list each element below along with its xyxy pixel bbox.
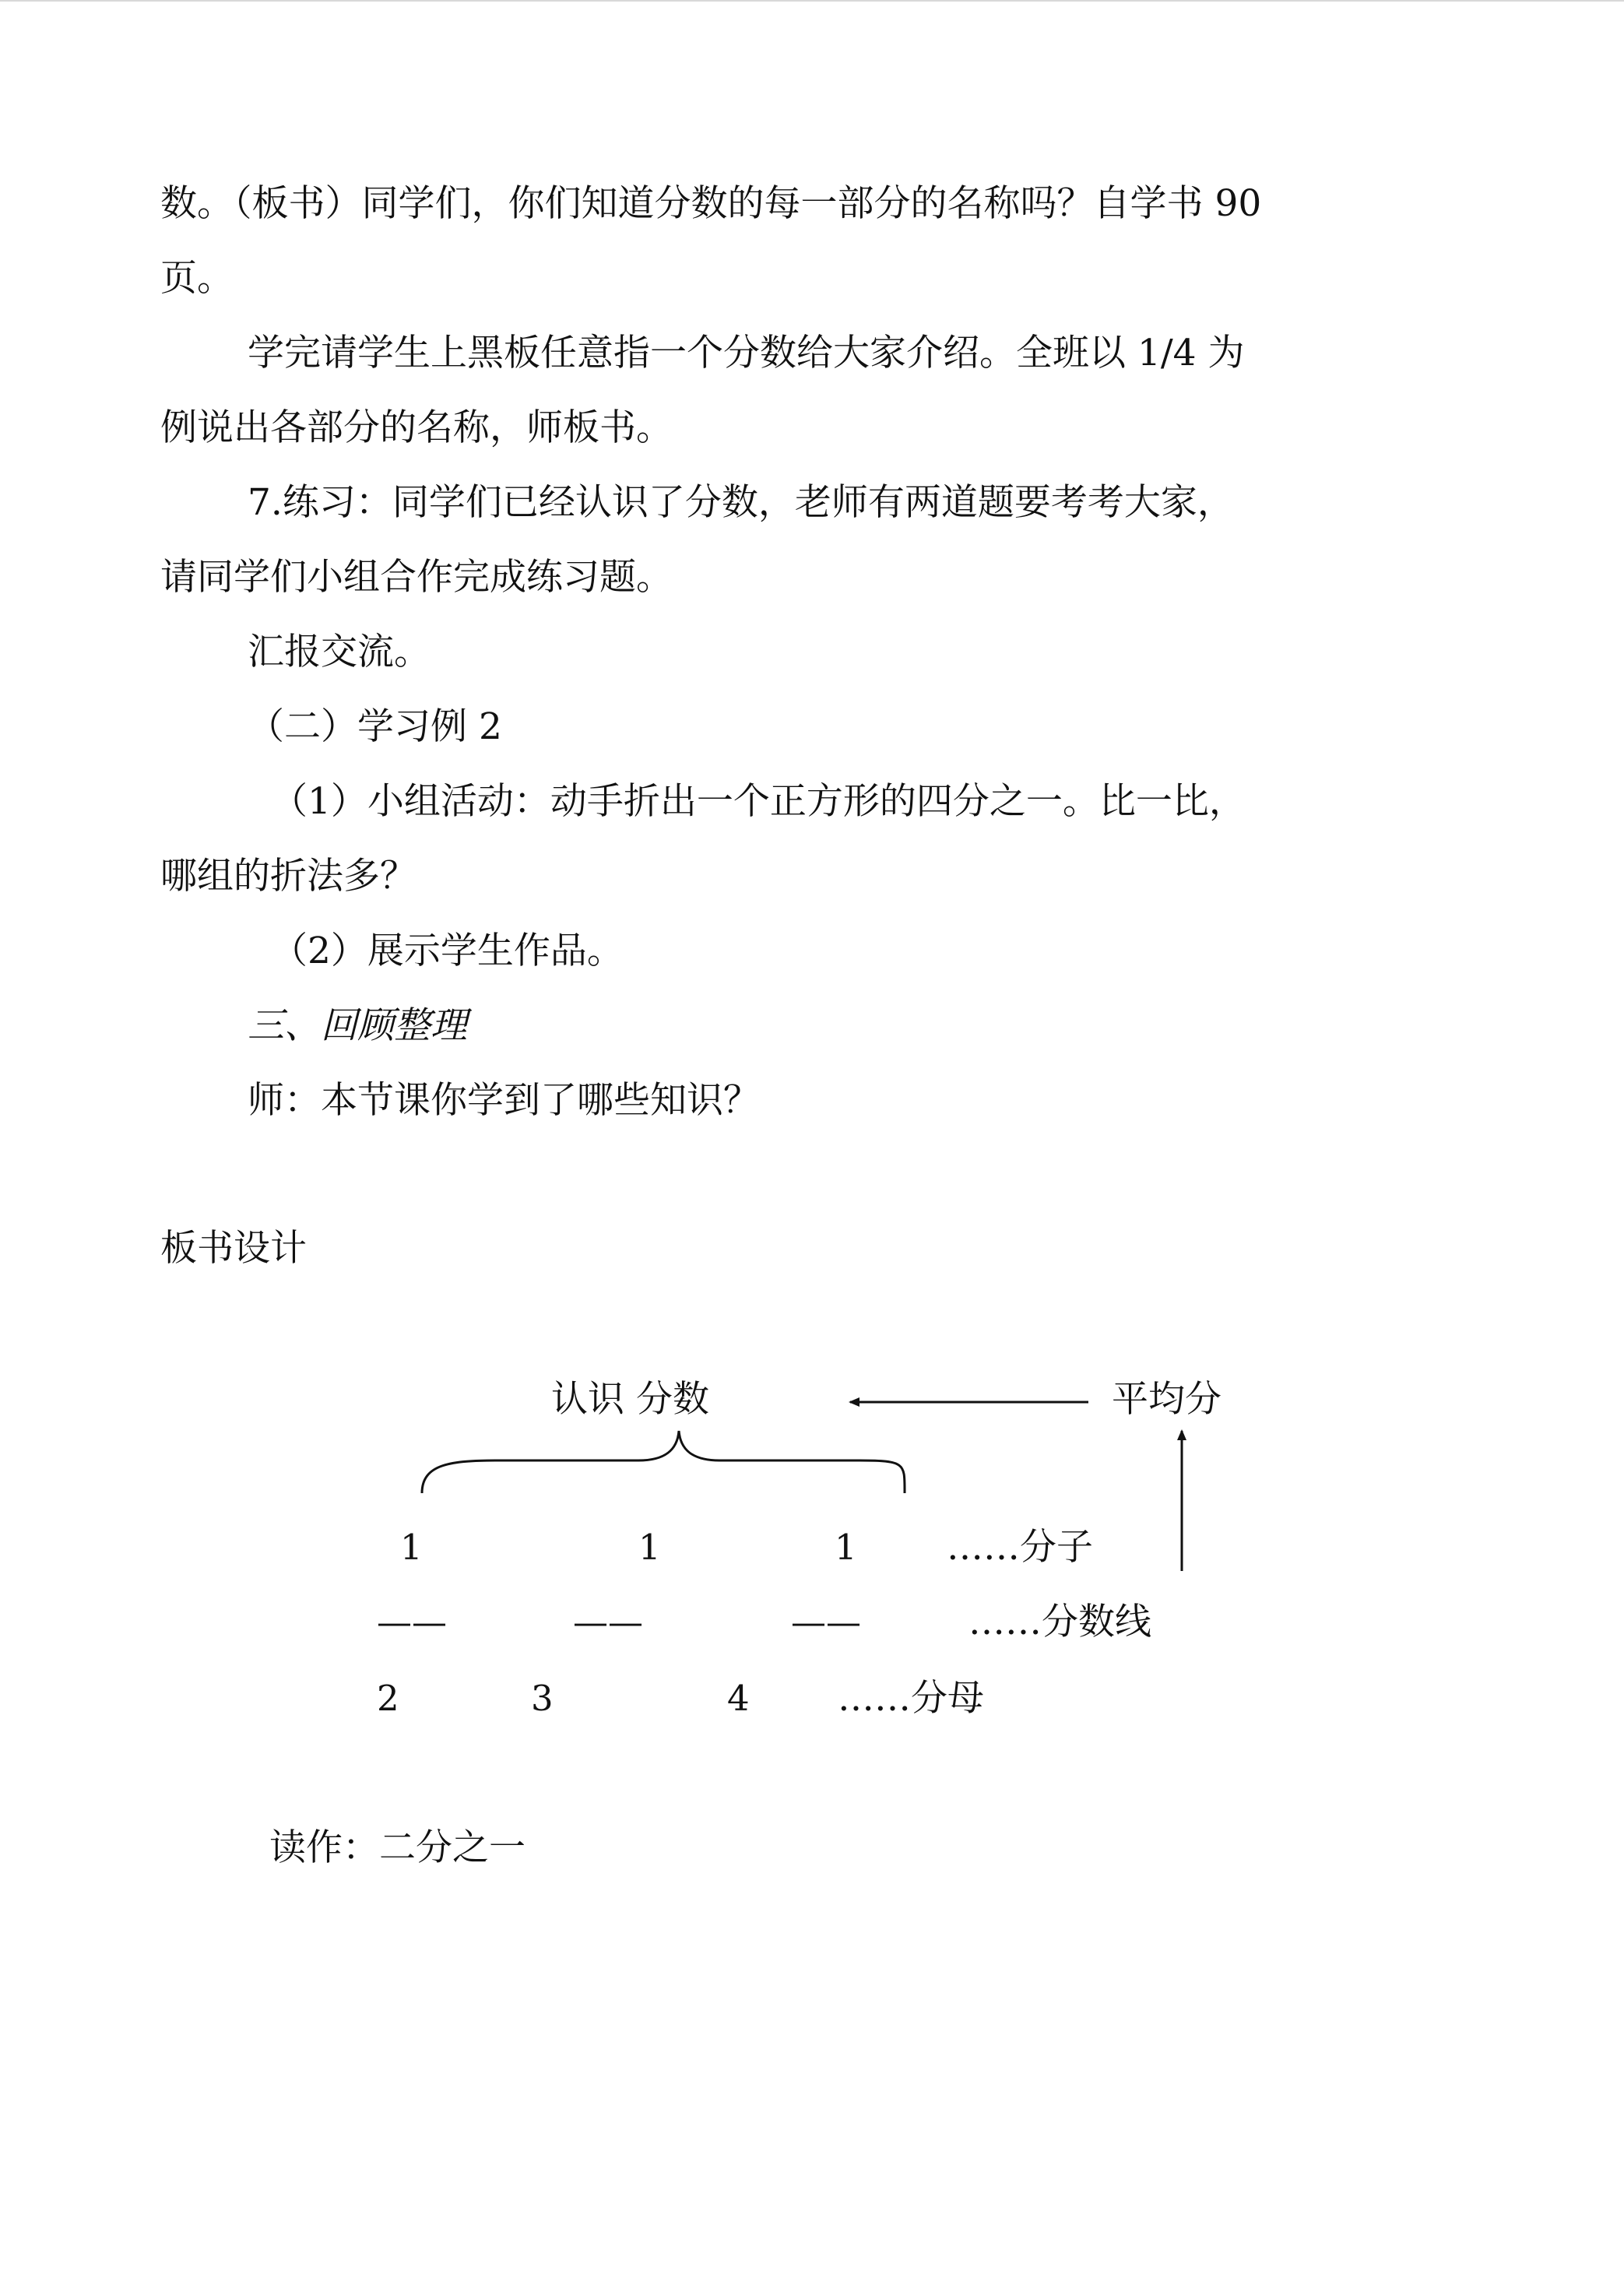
numerator: 1 (638, 1527, 661, 1568)
paragraph-line: （1）小组活动：动手折出一个正方形的四分之一。比一比， (271, 780, 1246, 823)
denominator: 3 (531, 1678, 554, 1719)
fraction-bar: —— (791, 1601, 861, 1643)
paragraph-line: 7.练习：同学们已经认识了分数，老师有两道题要考考大家， (248, 481, 1234, 524)
numerator: 1 (400, 1527, 423, 1568)
paragraph-line: 例说出各部分的名称，师板书。 (160, 406, 673, 449)
reading-line: 读作：二分之一 (269, 1826, 526, 1869)
brace (422, 1431, 905, 1493)
denominator: 4 (727, 1678, 750, 1719)
fraction-bar: —— (377, 1601, 447, 1643)
section-heading: 三、回顾整理 (248, 1004, 467, 1047)
denominator-label: ……分母 (838, 1677, 984, 1720)
paragraph-line: 师：本节课你学到了哪些知识？ (248, 1079, 760, 1122)
fraction-bar: —— (573, 1601, 643, 1643)
board-concept: 平均分 (1112, 1378, 1222, 1421)
paragraph-line: （2）展示学生作品。 (271, 930, 624, 972)
denominator: 2 (377, 1678, 399, 1719)
paragraph-line: 学完请学生上黑板任意指一个分数给大家介绍。全班以 1/4 为 (248, 332, 1245, 374)
paragraph-line: 哪组的折法多？ (160, 855, 417, 898)
section-heading: （二）学习例 2 (248, 705, 502, 748)
board-design-heading: 板书设计 (160, 1227, 307, 1270)
board-title: 认识 分数 (551, 1378, 709, 1421)
numerator: 1 (835, 1527, 857, 1568)
fraction-bar-label: ……分数线 (968, 1601, 1151, 1643)
paragraph-line: 页。 (160, 257, 234, 300)
numerator-label: ……分子 (947, 1526, 1093, 1569)
paragraph-line: 数。（板书）同学们，你们知道分数的每一部分的名称吗？自学书 90 (160, 182, 1262, 225)
paragraph-line: 请同学们小组合作完成练习题。 (160, 556, 673, 599)
paragraph-line: 汇报交流。 (248, 631, 431, 673)
